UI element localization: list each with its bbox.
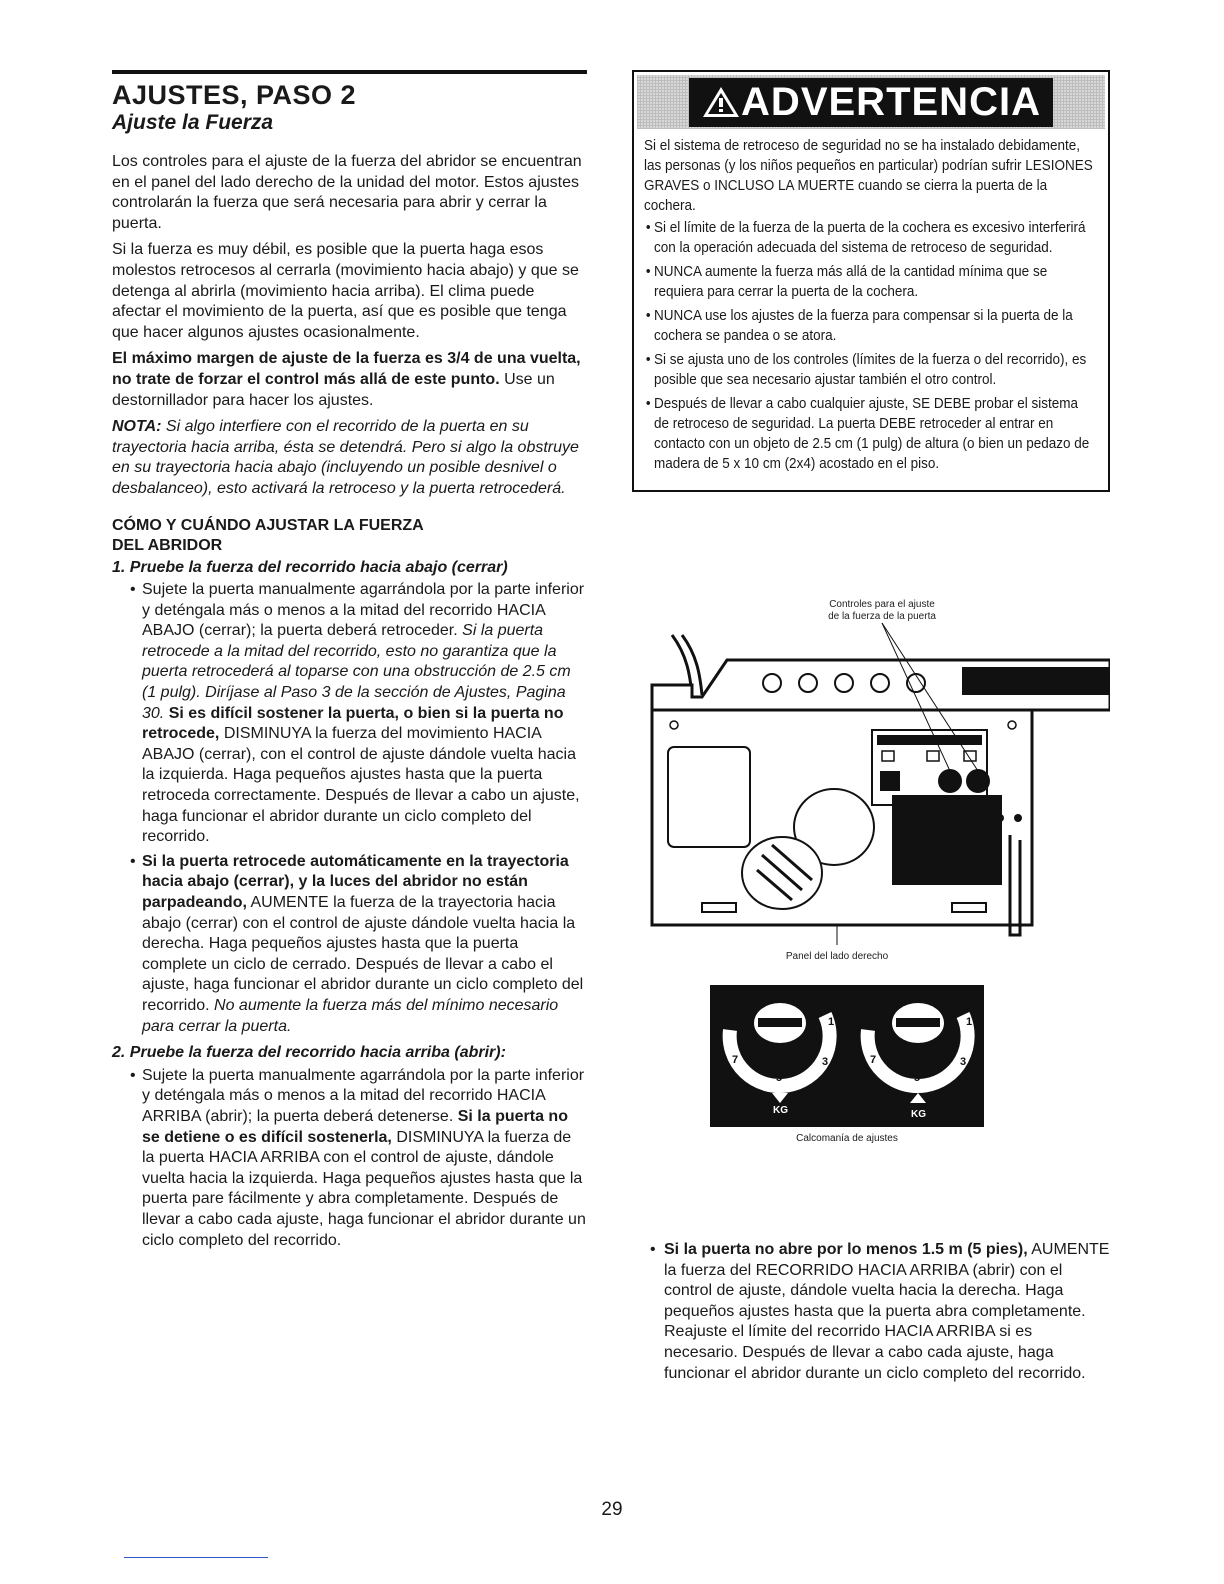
panel-caption: Panel del lado derecho [785,951,889,962]
step-2-bullet-1-rest: DISMINUYA la fuerza de la puerta HACIA ARRIBA con el control de ajuste, dándole vuelta hacia la izquierda. Haga pequeños ajustes hasta que la puerta pare fácilmente y abra completamente. Después de llevar a cabo cada ajuste, haga funcionar el abridor durante un ciclo completo del recorrido. [142,1128,586,1249]
page-number: 29 [601,1499,623,1520]
footer-line [124,1557,268,1558]
dial-number: 1 [966,1016,973,1028]
dial-number: 9 [726,1012,733,1024]
kg-label-down: KG [773,1105,788,1116]
section-heading-line-1: CÓMO Y CUÁNDO AJUSTAR LA FUERZA [112,516,424,534]
nota-text: Si algo interfiere con el recorrido de la puerta en su trayectoria hacia arriba, ésta se detendrá. Pero si algo la obstruye en su trayectoria hacia abajo (incluyendo un posible desnivel o desbalanceo), esto activará la retroceso y la puerta retrocederá. [112,418,579,497]
intro-paragraph-2: Si la fuerza es muy débil, es posible que la puerta haga esos molestos retrocesos al cerrarla (movimiento hacia abajo) y que se detenga al abrirla (movimiento hacia arriba). El clima puede afectar el movimiento de la puerta, así que es posible que tenga que hacer algunos ajustes ocasionalmente. [112,241,579,341]
max-adjustment-warning: El máximo margen de ajuste de la fuerza es 3/4 de una vuelta, no trate de forzar el control más allá de este punto. [112,350,581,388]
warning-bullet: • Si se ajusta uno de los controles (límites de la fuerza o del recorrido), es posible que sea necesario ajustar también el otro control. [654,350,1096,390]
step-2-bullet-1-bold: Si la puerta no se detiene o es difícil sostenerla, [142,1107,568,1146]
warning-bullet: • Si el límite de la fuerza de la puerta de la cochera es excesivo interferirá con la operación adecuada del sistema de retroceso de seguridad. [654,218,1096,258]
step-2-bullet-1-text: Sujete la puerta manualmente agarrándola por la parte inferior y deténgala más o menos a la mitad del recorrido HACIA ARRIBA (abrir); la puerta deberá detenerse. [142,1066,585,1125]
decal-caption: Calcomanía de ajustes [796,1133,898,1144]
warning-bullet: • Después de llevar a cabo cualquier ajuste, SE DEBE probar el sistema de retroceso de seguridad. La puerta DEBE retroceder al entrar en contacto con un objeto de 2.5 cm (1 pulg) de altura (o bien un pedazo de madera de 5 x 10 cm (2x4) acostado en el piso. [654,394,1096,474]
step-2-title: 2. Pruebe la fuerza del recorrido hacia arriba (abrir): [112,1044,506,1062]
warning-header [637,75,1105,129]
nota-paragraph [112,417,587,499]
step-1-bullet-2-bold: Si la puerta retrocede automáticamente en la trayectoria hacia abajo (cerrar), y la luces del abridor no están parpadeando, [142,852,569,911]
dial-number: 3 [960,1056,967,1068]
title-rule [112,70,587,74]
warning-list [644,218,1096,474]
step-1-bullet-2 [142,852,587,1037]
force-dial-up [864,1003,972,1120]
step-1-bullet-1 [142,580,587,848]
step-1-bullet-1-text: Sujete la puerta manualmente agarrándola por la parte inferior y deténgala más o menos a la mitad del recorrido HACIA ABAJO (cerrar); la puerta deberá retroceder. [142,581,585,640]
step-1-bullet-1-bold: Si es difícil sostener la puerta, o bien si la puerta no retrocede, [142,704,564,743]
section-heading [112,516,587,556]
dial-number: 7 [870,1054,877,1066]
screwdriver-note: Use un destornillador para hacer los ajustes. [112,370,555,409]
dial-number: 5 [776,1072,783,1084]
warning-title: ADVERTENCIA [741,79,1041,124]
warning-intro: Si el sistema de retroceso de seguridad no se ha instalado debidamente, las personas (y los niños pequeños en particular) podrían sufrir LESIONES GRAVES o INCLUSO LA MUERTE cuando se cierra la puerta de la cochera. [644,137,1093,214]
dial-number: 9 [864,1012,871,1024]
adjustment-decal [710,985,984,1127]
right-column [632,70,1110,492]
warning-box [632,70,1110,492]
open-force-paragraph [650,1240,1110,1384]
warning-triangle-icon [701,84,741,120]
step-1-bullet-1-italic: Si la puerta retrocede a la mitad del recorrido, esto no garantiza que la puerta retrocederá al toparse con una obstrucción de 2.5 cm (1 pulg). Diríjase al Paso 3 de la sección de Ajustes, Pagina 30. [142,622,571,722]
step-2-bullet-1 [142,1066,587,1251]
controls-caption-line-2: de la fuerza de la puerta [828,611,936,622]
warning-bullet: • NUNCA aumente la fuerza más allá de la cantidad mínima que se requiera para cerrar la puerta de la cochera. [654,262,1096,302]
open-force-rest: AUMENTE la fuerza del RECORRIDO HACIA ARRIBA (abrir) con el control de ajuste, dándole vuelta hacia la derecha. Haga pequeños ajustes hasta que la puerta abra completamente. Reajuste el límite del recorrido HACIA ARRIBA si es necesario. Después de llevar a cabo cada ajuste, haga funcionar el abridor durante un ciclo completo del recorrido. [664,1241,1110,1382]
step-1-list [112,580,587,1037]
page-subtitle: Ajuste la Fuerza [112,111,274,134]
controls-caption-line-1: Controles para el ajuste [829,599,935,610]
kg-label-up: KG [911,1109,926,1120]
motor-panel-diagram [632,595,1110,965]
force-dial-down [726,1003,834,1116]
open-force-bold: Si la puerta no abre por lo menos 1.5 m (5 pies), [664,1241,1028,1258]
dial-number: 1 [828,1016,835,1028]
warning-body [634,132,1108,490]
intro-paragraph-3 [112,349,587,411]
step-2-list [112,1066,587,1251]
dial-number: 7 [732,1054,739,1066]
section-heading-line-2: DEL ABRIDOR [112,536,223,554]
left-column [112,70,587,1257]
nota-label: NOTA: [112,418,162,436]
step-1-title: 1. Pruebe la fuerza del recorrido hacia abajo (cerrar) [112,558,508,576]
warning-title-bar [689,78,1053,127]
dial-number: 5 [914,1072,921,1084]
intro-paragraph-1: Los controles para el ajuste de la fuerza del abridor se encuentran en el panel del lado derecho de la unidad del motor. Estos ajustes controlarán la fuerza que será necesaria para abrir y cerrar la puerta. [112,153,582,232]
warning-bullet: • NUNCA use los ajustes de la fuerza para compensar si la puerta de la cochera se pandea o se atora. [654,306,1096,346]
dial-number: 3 [822,1056,829,1068]
step-1-bullet-2-italic: No aumente la fuerza más del mínimo necesario para cerrar la puerta. [142,996,559,1035]
page-title: AJUSTES, PASO 2 [112,80,357,110]
step-1-bullet-1-rest: DISMINUYA la fuerza del movimiento HACIA ABAJO (cerrar), con el control de ajuste dándole vuelta hacia la izquierda. Haga pequeños ajustes hasta que la puerta retroceda correctamente. Después de llevar a cabo un ajuste, haga funcionar el abridor durante un ciclo completo del recorrido. [142,725,580,846]
force-dials-graphic [710,985,984,1127]
open-force-bullet [650,1240,1110,1390]
step-1-bullet-2-rest: AUMENTE la fuerza de la trayectoria hacia abajo (cerrar) con el control de ajuste dándole vuelta hacia la derecha. Haga pequeños ajustes hasta que la puerta complete un ciclo de cerrado. Después de llevar a cabo el ajuste, haga funcionar el abridor durante un ciclo completo del recorrido. [142,894,584,1014]
